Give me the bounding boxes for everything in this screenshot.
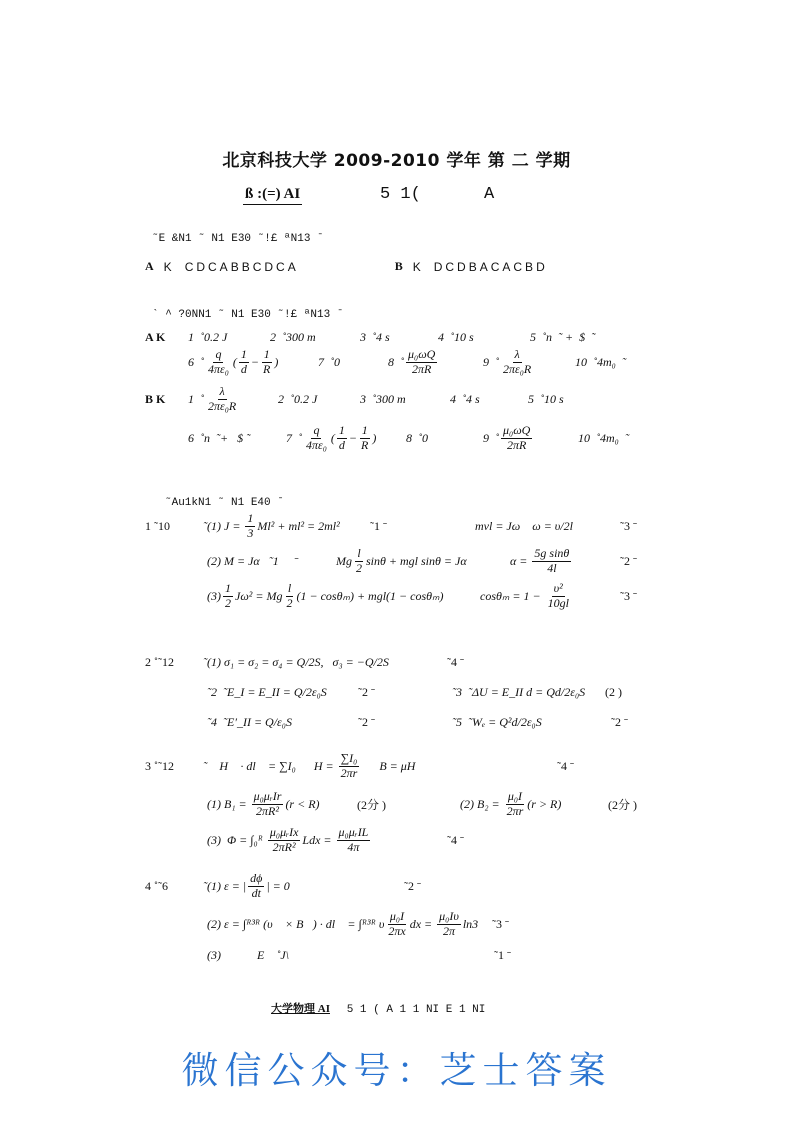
- fill-answer-b4: [450, 392, 518, 407]
- formula-text: ˜(1) σ₁ = σ₂ = σ₄ = Q/2S, σ₃ = −Q/2S: [203, 655, 389, 669]
- formula-text: 7 ˚: [286, 430, 302, 445]
- fraction: [248, 872, 264, 901]
- fraction-numerator: μ₀I: [389, 909, 405, 923]
- formula-text: dx =: [409, 916, 436, 931]
- problem-3-row-2: [207, 790, 647, 819]
- formula-text: 9 ˚: [483, 354, 499, 369]
- version-a-label: A K: [145, 330, 166, 344]
- formula-text: ˜2 ˜E_I = E_II = Q/2ε₀S: [207, 685, 327, 699]
- p3-formula-2: [207, 790, 347, 819]
- fill-answer-b5: [528, 392, 564, 407]
- fraction-denominator: 4πε₀: [306, 437, 327, 452]
- section-1-header: ˜E &N1 ˜ N1 E30 ˜!£ ªN13 ˉ: [152, 233, 324, 245]
- p2-formula-2: [207, 685, 348, 700]
- problem-4-row-3: [207, 948, 521, 963]
- version-a-k: K: [163, 259, 175, 274]
- p4-points-3: ˜1 ˉ: [494, 948, 511, 962]
- fraction-denominator: d: [240, 361, 247, 376]
- problem-3-row-3: [207, 826, 474, 855]
- fraction-numerator: 1: [338, 423, 345, 437]
- version-b-k: K: [412, 259, 424, 274]
- formula-text: | = 0: [266, 878, 290, 893]
- fraction-denominator: 2πR²: [256, 803, 279, 818]
- subtitle-mid: 5 1(: [380, 185, 421, 204]
- fraction: [437, 910, 461, 939]
- formula-text: α =: [510, 553, 531, 568]
- p1-formula-2b: [336, 547, 500, 576]
- fraction-numerator: 1: [225, 581, 231, 595]
- formula-text: mvl = Jω ω = υ/2l: [475, 518, 573, 533]
- problem-1-row-3: [207, 582, 647, 611]
- formula-text: (1 − cosθₘ) + mgl(1 − cosθₘ): [296, 588, 444, 603]
- page-title: 北京科技大学 2009-2010 学年 第 二 学期: [222, 151, 571, 171]
- formula-text: 5 ˚10 s: [528, 391, 564, 406]
- fraction: [206, 385, 238, 414]
- p2-formula-5: [452, 715, 601, 730]
- problem-1-row-1: [145, 512, 647, 541]
- p2-points-2: ˜2 ˉ: [358, 685, 375, 699]
- fraction-numerator: μ₀ωQ: [408, 347, 436, 361]
- formula-text: 10 ˚4m₀ ˜: [578, 430, 629, 445]
- footer-course: 大学物理 AI: [271, 1003, 330, 1015]
- fill-answer-b3: [360, 392, 440, 407]
- page-footer: [271, 1000, 485, 1016]
- fraction: [505, 790, 526, 819]
- fraction-numerator: q: [313, 423, 320, 437]
- formula-text: 6 ˚: [188, 354, 204, 369]
- fill-answer-a2: [270, 330, 350, 345]
- formula-text: Jω² = Mg: [235, 588, 283, 603]
- p3-formula-3: [460, 790, 598, 819]
- p4-points-1: ˜2 ˉ: [404, 878, 421, 893]
- formula-text: Ml² + ml² = 2ml²: [257, 518, 340, 533]
- formula-text: (2) M = Jα ˜1 ˉ: [207, 553, 298, 568]
- problem-2-row-1: [145, 655, 474, 670]
- fraction-numerator: μ₀μᵣIx: [269, 825, 299, 839]
- fraction: [245, 512, 255, 541]
- p1-formula-1: [203, 512, 360, 541]
- fraction-numerator: μ₀μᵣIr: [253, 789, 282, 803]
- fraction-denominator: 2πx: [388, 923, 406, 938]
- fraction: [532, 547, 571, 576]
- fill-answer-a5: [530, 330, 595, 345]
- fraction-denominator: 2: [225, 595, 231, 610]
- p1-points-2: ˜2 ˉ: [620, 553, 637, 568]
- formula-text: (3): [207, 588, 221, 603]
- section-2-a-row-1: [145, 330, 605, 345]
- formula-text: (r < R): [285, 796, 320, 811]
- fraction-numerator: 1: [361, 423, 368, 437]
- p1-points-1: ˜1 ˉ: [370, 518, 387, 533]
- formula-text: 1 ˚0.2 J: [188, 330, 228, 344]
- fraction: [501, 424, 532, 453]
- formula-text: 5 ˚n ˜ + $ ˜: [530, 330, 596, 344]
- p3-points-2: (2分 ): [357, 797, 386, 812]
- p3-points-4: ˜4 ˉ: [447, 832, 464, 847]
- fraction-denominator: 4π: [347, 839, 360, 854]
- section-2-b-row-1: [145, 385, 574, 414]
- problem-1-label: 1 ˜10: [145, 518, 170, 533]
- fraction-denominator: R: [263, 361, 271, 376]
- formula-text: 3 ˚300 m: [360, 391, 406, 406]
- fill-answer-a10: [575, 355, 626, 370]
- fraction-numerator: μ₀ωQ: [503, 423, 531, 437]
- fraction-denominator: dt: [251, 885, 261, 900]
- section-2-a-row-2: [188, 348, 636, 377]
- formula-text: cosθₘ = 1 −: [480, 588, 544, 603]
- fraction-numerator: q: [215, 347, 222, 361]
- fill-answer-a6: [188, 348, 308, 377]
- p1-formula-2: [207, 554, 326, 569]
- formula-text: ˜(1) ε = |: [203, 878, 247, 893]
- formula-text: (2) ε = ∫ᴿ³ᴿ (υ⃗ × B⃗) · dl⃗ = ∫ᴿ³ᴿ υ: [207, 916, 385, 931]
- section-3-header: ˜Au1kN1 ˜ N1 E40 ˉ: [165, 497, 284, 509]
- section-2-header: ` ^ ?0NN1 ˜ N1 E30 ˜!£ ªN13 ˉ: [152, 309, 344, 321]
- formula-text: B = μH: [361, 758, 416, 773]
- formula-text: 4 ˚10 s: [438, 330, 474, 344]
- fraction-denominator: 2πR: [507, 437, 527, 452]
- fraction: [239, 348, 249, 377]
- fraction-denominator: 3: [247, 525, 254, 540]
- fraction: [354, 547, 364, 576]
- fraction-numerator: λ: [514, 347, 520, 361]
- p4-points-2: ˜3 ˉ: [492, 916, 509, 931]
- fraction: [359, 424, 370, 453]
- fraction-denominator: 2πR: [412, 361, 432, 376]
- fraction-numerator: μ₀I: [507, 789, 523, 803]
- formula-text: (: [232, 354, 237, 369]
- formula-text: (r > R): [527, 796, 562, 811]
- fill-answer-b6: [188, 431, 276, 446]
- fraction-denominator: 10gl: [547, 595, 569, 610]
- fraction-denominator: 4πε₀: [208, 361, 229, 376]
- section-1-answers-row: [145, 259, 558, 274]
- p4-formula-2: [207, 910, 482, 939]
- version-b-label: B K: [145, 391, 166, 406]
- fraction: [285, 582, 295, 611]
- fraction-numerator: 1: [263, 347, 270, 361]
- fill-answer-b8: [406, 431, 473, 446]
- formula-text: 6 ˚n ˜+ $ ˜: [188, 430, 251, 445]
- fraction-numerator: υ²: [553, 581, 563, 595]
- fill-answer-b9: [483, 424, 568, 453]
- course-label: ß :(=) AI: [243, 186, 302, 205]
- fraction-numerator: 1: [240, 347, 247, 361]
- p2-formula-4: [207, 715, 348, 730]
- formula-text: 2 ˚300 m: [270, 330, 316, 344]
- fraction-numerator: l: [357, 546, 361, 560]
- formula-text: ˜5 ˜Wₑ = Q²d/2ε₀S: [452, 715, 542, 729]
- problem-1-row-2: [207, 547, 647, 576]
- formula-text: (3) Φ = ∫₀ᴿ: [207, 832, 266, 847]
- fraction: [337, 826, 371, 855]
- p2-formula-1: [203, 655, 437, 670]
- p1-points-3: ˜3 ˉ: [620, 588, 637, 603]
- fraction-denominator: R: [361, 437, 369, 452]
- formula-text: −: [250, 354, 260, 369]
- fraction-numerator: 5g sinθ: [534, 546, 570, 560]
- fraction: [337, 424, 347, 453]
- p1-formula-1b: [475, 519, 610, 534]
- fill-answer-a3: [360, 330, 428, 345]
- fraction-denominator: 2πr: [340, 765, 358, 780]
- fraction: [304, 424, 329, 453]
- formula-text: 8 ˚0: [406, 430, 428, 445]
- formula-text: ln3: [462, 916, 479, 931]
- formula-text: 10 ˚4m₀ ˜: [575, 354, 626, 369]
- p1-formula-3b: [480, 582, 610, 611]
- version-label: A: [484, 185, 495, 204]
- footer-text: 5 1 ( A 1 1 NI E 1 NI: [346, 1004, 486, 1016]
- fill-answer-b1: [188, 385, 268, 414]
- fraction-denominator: 2: [356, 560, 362, 575]
- fraction: [252, 790, 284, 819]
- fraction-numerator: l: [287, 581, 292, 595]
- p3-points-1: ˜4 ˉ: [557, 758, 574, 773]
- p1-formula-2c: [510, 547, 610, 576]
- fraction-denominator: 2: [286, 595, 293, 610]
- fill-answer-b10: [578, 431, 629, 446]
- formula-text: ˜∮ H⃗ · dl⃗ = ∑I₀ H =: [203, 758, 337, 773]
- section-2-b-row-2: [188, 424, 639, 453]
- fraction: [386, 910, 407, 939]
- problem-4-label: 4 ˚˜6: [145, 878, 168, 893]
- formula-text: ˜4 ˜E′_II = Q/ε₀S: [207, 715, 292, 729]
- formula-text: (3) E ˚J\: [207, 948, 289, 962]
- fraction-numerator: μ₀μᵣIL: [338, 825, 369, 839]
- fraction: [501, 348, 533, 377]
- fraction-numerator: λ: [219, 384, 225, 398]
- problem-2-row-3: [207, 715, 638, 730]
- problem-2-row-2: [207, 685, 632, 700]
- formula-text: 1 ˚: [188, 391, 204, 406]
- fraction: [406, 348, 437, 377]
- fill-answer-a4: [438, 330, 520, 345]
- formula-text: (1) B₁ =: [207, 796, 250, 811]
- problem-3-row-1: [145, 752, 584, 781]
- p1-formula-3: [207, 582, 470, 611]
- fill-answer-b2: [278, 392, 350, 407]
- fraction-denominator: 2πε₀R: [503, 361, 532, 376]
- p2-points-3: (2 ): [605, 685, 622, 699]
- formula-text: 8 ˚: [388, 354, 404, 369]
- formula-text: Ldx =: [302, 832, 335, 847]
- formula-text: ˜(1) J =: [203, 518, 244, 533]
- formula-text: (2) B₂ =: [460, 796, 503, 811]
- fraction: [261, 348, 272, 377]
- fraction: [339, 752, 360, 781]
- p3-formula-1: [203, 752, 547, 781]
- version-a-label: A: [145, 259, 154, 273]
- formula-text: 2 ˚0.2 J: [278, 391, 318, 406]
- fill-answer-a8: [388, 348, 473, 377]
- version-a-choices: CDCABBCDCA: [184, 259, 299, 274]
- fill-answer-a7: [318, 355, 378, 370]
- version-b-choices: DCDBACACBD: [433, 259, 548, 274]
- fraction-numerator: 1: [247, 511, 254, 525]
- formula-text: (: [330, 430, 335, 445]
- problem-4-row-1: [145, 872, 431, 901]
- watermark-text: 微信公众号：芝士答案: [181, 1049, 612, 1092]
- fraction: [206, 348, 231, 377]
- p2-points-5: ˜2 ˉ: [611, 715, 628, 729]
- formula-text: 9 ˚: [483, 430, 499, 445]
- formula-text: 4 ˚4 s: [450, 391, 480, 406]
- formula-text: 3 ˚4 s: [360, 330, 390, 344]
- problem-3-label: 3 ˚˜12: [145, 758, 174, 773]
- fraction: [223, 582, 233, 611]
- formula-text: 7 ˚0: [318, 354, 340, 369]
- p3-points-3: (2分 ): [608, 797, 637, 812]
- fraction: [546, 582, 571, 611]
- fraction-denominator: 2πε₀R: [208, 398, 237, 413]
- version-b-label: B: [394, 259, 403, 273]
- fraction: [268, 826, 301, 855]
- p4-formula-3: [207, 948, 484, 963]
- formula-text: ): [274, 354, 279, 369]
- fill-answer-a9: [483, 348, 565, 377]
- p2-points-1: ˜4 ˉ: [447, 655, 464, 669]
- p3-formula-4: [207, 826, 437, 855]
- formula-text: ): [372, 430, 377, 445]
- fraction-denominator: 4l: [547, 560, 557, 575]
- formula-text: −: [348, 430, 358, 445]
- p2-formula-3: [452, 685, 595, 700]
- fraction-numerator: μ₀Iυ: [439, 909, 459, 923]
- fraction-denominator: 2πR²: [272, 839, 296, 854]
- p1-points-1b: ˜3 ˉ: [620, 518, 637, 533]
- fraction-numerator: ∑I₀: [340, 751, 358, 765]
- formula-text: ˜3 ˜ΔU = E_II d = Qd/2ε₀S: [452, 685, 586, 699]
- p4-formula-1: [203, 872, 394, 901]
- fraction-denominator: 2πr: [506, 803, 524, 818]
- p2-points-4: ˜2 ˉ: [358, 715, 375, 729]
- fill-answer-b7: [286, 424, 396, 453]
- fraction-numerator: dϕ: [250, 871, 263, 885]
- fraction-denominator: 2π: [442, 923, 455, 938]
- formula-text: Mg: [336, 553, 352, 568]
- fill-answer-a1: [188, 330, 260, 345]
- problem-2-label: 2 ˚˜12: [145, 655, 174, 669]
- formula-text: sinθ + mgl sinθ = Jα: [366, 553, 467, 568]
- problem-4-row-2: [207, 910, 519, 939]
- fraction-denominator: d: [338, 437, 345, 452]
